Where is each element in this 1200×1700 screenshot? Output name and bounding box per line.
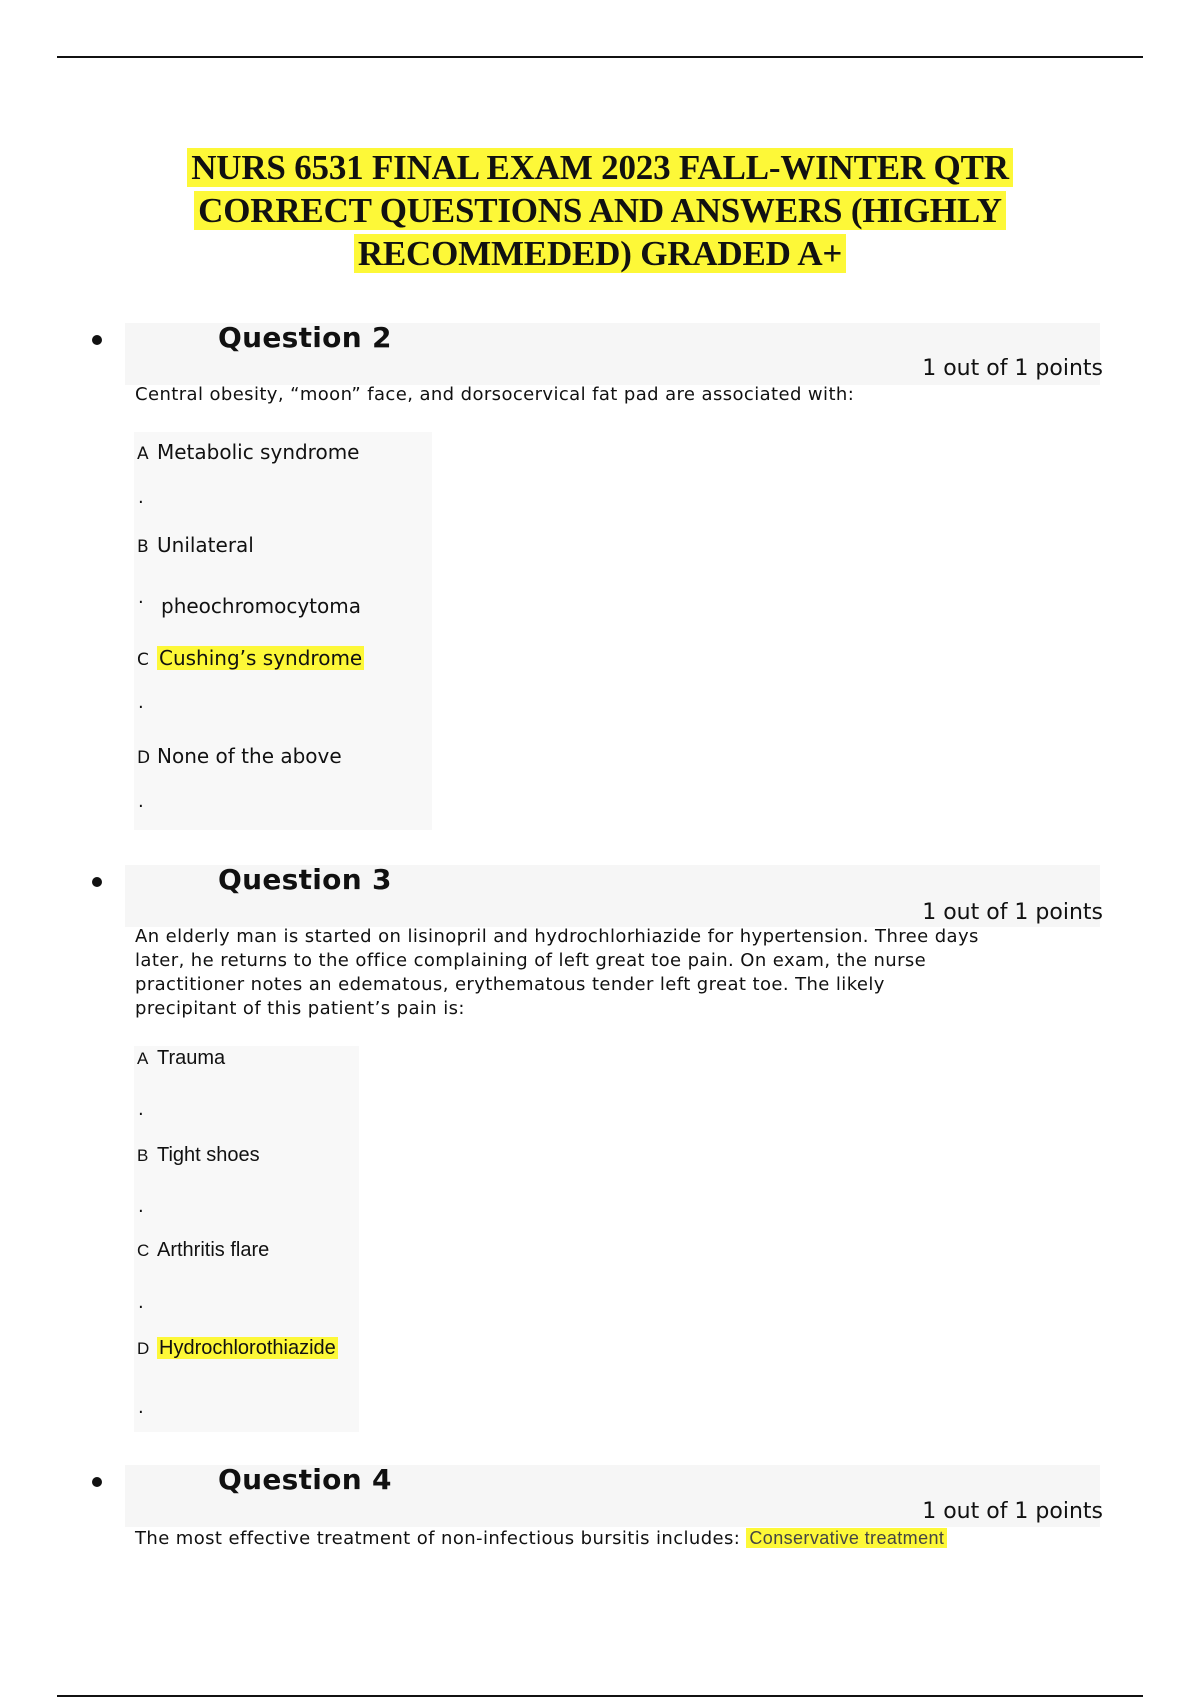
- question-points: 1 out of 1 points: [922, 1499, 1103, 1524]
- question-text: Central obesity, “moon” face, and dorsocervical fat pad are associated with:: [135, 384, 855, 405]
- option-separator: .: [138, 1196, 144, 1217]
- question-points: 1 out of 1 points: [922, 900, 1103, 925]
- bottom-rule: [57, 1695, 1143, 1697]
- option-letter: B: [137, 1146, 149, 1165]
- option-text-correct: Cushing’s syndrome: [159, 646, 363, 670]
- option-text: Tight shoes: [157, 1144, 260, 1166]
- option-text-correct: Hydrochlorothiazide: [159, 1337, 336, 1359]
- option-separator: .: [138, 692, 144, 713]
- question-heading: Question 2: [218, 321, 392, 354]
- option-separator: .: [138, 791, 144, 812]
- option-letter: B: [137, 537, 149, 557]
- option-letter: C: [137, 650, 149, 670]
- option-letter: D: [137, 748, 151, 768]
- option-letter: A: [137, 1049, 149, 1068]
- option-d[interactable]: [137, 743, 342, 771]
- question-heading: Question 3: [218, 863, 392, 896]
- option-b-continuation: pheochromocytoma: [161, 594, 361, 618]
- answer-highlight: Conservative treatment: [746, 1528, 947, 1548]
- bullet-icon: [92, 877, 102, 887]
- question-text: An elderly man is started on lisinopril and hydrochlorhiazide for hypertension. Three days later, he returns to the office complaining of left great toe pain. On exam, the nurse practitioner notes an edematous, erythematous tender left great toe. The likely precipitant of this patient’s pain is:: [135, 926, 979, 1019]
- option-letter: D: [137, 1339, 150, 1358]
- option-text: Trauma: [157, 1047, 226, 1069]
- question-text: The most effective treatment of non-infectious bursitis includes:: [135, 1528, 741, 1549]
- title-line-3: RECOMMEDED) GRADED A+: [354, 234, 846, 273]
- option-separator: .: [138, 487, 144, 508]
- option-a[interactable]: [137, 439, 360, 467]
- option-text: None of the above: [157, 744, 342, 768]
- option-letter: C: [137, 1241, 150, 1260]
- bullet-icon: [92, 1477, 102, 1487]
- option-letter: A: [137, 444, 149, 464]
- option-separator: .: [138, 1099, 144, 1120]
- question-heading: Question 4: [218, 1463, 392, 1496]
- option-c[interactable]: [137, 645, 364, 673]
- option-text: Arthritis flare: [157, 1239, 270, 1261]
- title-line-1: NURS 6531 FINAL EXAM 2023 FALL-WINTER QTR: [187, 148, 1013, 187]
- option-separator: .: [138, 587, 144, 608]
- option-separator: .: [138, 1292, 144, 1313]
- document-title: [100, 146, 1100, 275]
- option-d[interactable]: [137, 1335, 338, 1362]
- top-rule: [57, 56, 1143, 58]
- option-b[interactable]: [137, 1142, 260, 1169]
- option-b[interactable]: [137, 532, 254, 560]
- question-text-with-answer: [135, 1526, 1065, 1551]
- title-line-2: CORRECT QUESTIONS AND ANSWERS (HIGHLY: [194, 191, 1006, 230]
- question-points: 1 out of 1 points: [922, 356, 1103, 381]
- bullet-icon: [92, 335, 102, 345]
- option-c[interactable]: [137, 1237, 269, 1264]
- option-text: Metabolic syndrome: [157, 440, 360, 464]
- option-separator: .: [138, 1397, 144, 1418]
- option-text: Unilateral: [157, 533, 254, 557]
- option-a[interactable]: [137, 1045, 225, 1072]
